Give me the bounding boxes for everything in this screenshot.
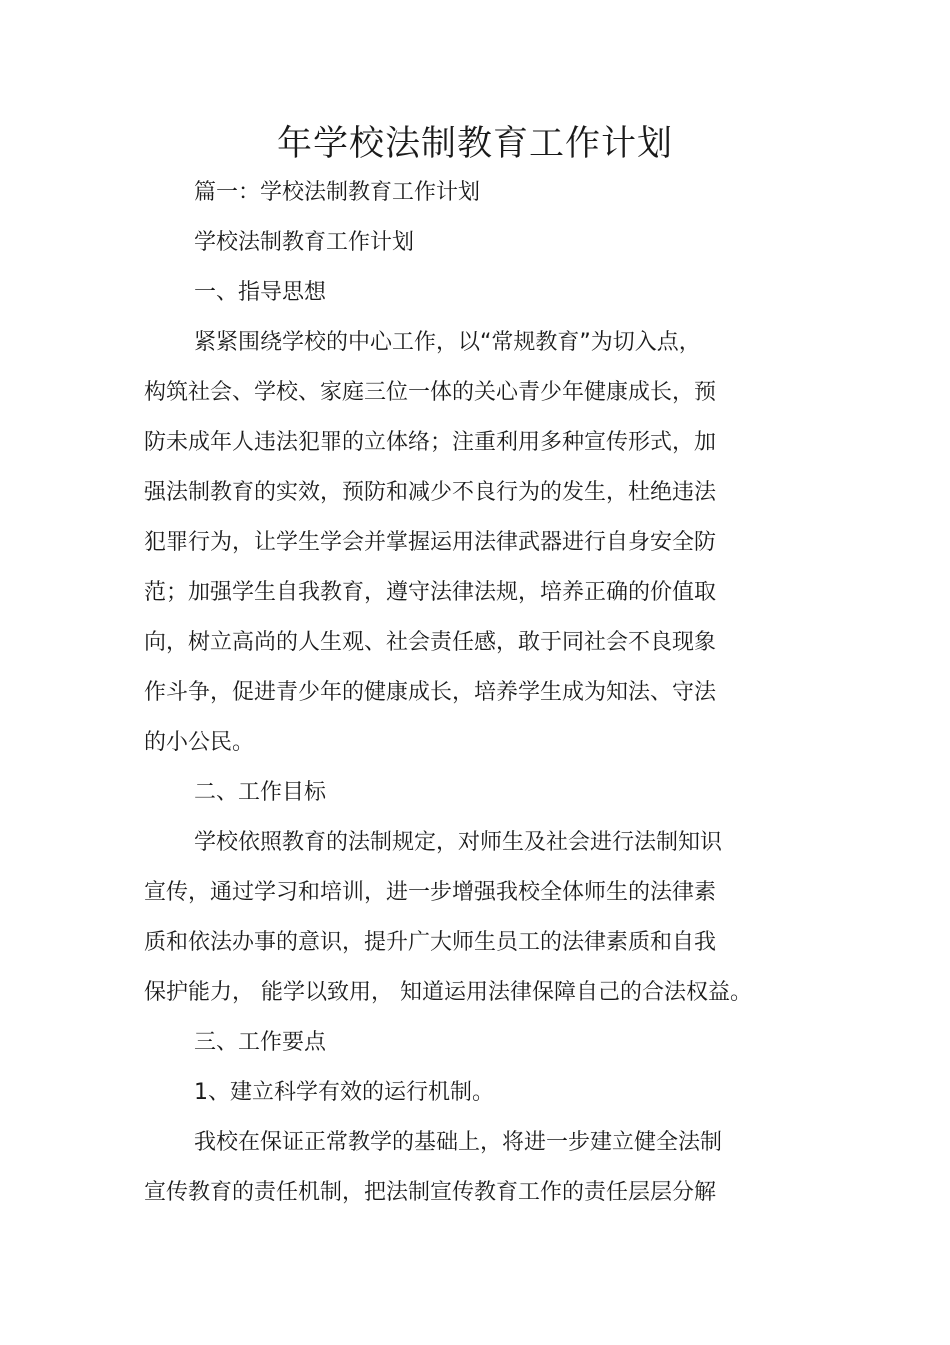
paragraph-line: 范；加强学生自我教育，遵守法律法规，培养正确的价值取 (144, 580, 717, 605)
paragraph-line: 强法制教育的实效，预防和减少不良行为的发生，杜绝违法 (144, 480, 717, 505)
document-title: 年学校法制教育工作计划 (276, 124, 673, 164)
paragraph-line: 犯罪行为，让学生学会并掌握运用法律武器进行自身安全防 (144, 530, 717, 555)
paragraph-line: 我校在保证正常教学的基础上，将进一步建立健全法制 (194, 1130, 723, 1155)
section-heading-line: 学校法制教育工作计划 (194, 230, 415, 255)
paragraph-line: 构筑社会、学校、家庭三位一体的关心青少年健康成长，预 (144, 380, 717, 405)
paragraph-line: 宣传教育的责任机制，把法制宣传教育工作的责任层层分解 (144, 1180, 717, 1205)
paragraph-line: 质和依法办事的意识，提升广大师生员工的法律素质和自我 (144, 930, 717, 955)
heading-work-points: 三、工作要点 (194, 1030, 327, 1055)
heading-guiding-ideology: 一、指导思想 (194, 280, 327, 305)
paragraph-line: 防未成年人违法犯罪的立体络；注重利用多种宣传形式，加 (144, 430, 717, 455)
paragraph-line: 紧紧围绕学校的中心工作，以“常规教育”为切入点， (194, 330, 701, 355)
paragraph-line: 作斗争，促进青少年的健康成长，培养学生成为知法、守法 (144, 680, 717, 705)
paragraph-line: 宣传，通过学习和培训，进一步增强我校全体师生的法律素 (144, 880, 717, 905)
numbered-item-heading: 1、建立科学有效的运行机制。 (194, 1080, 494, 1105)
paragraph-line: 保护能力， 能学以致用， 知道运用法律保障自己的合法权益。 (144, 980, 752, 1005)
paragraph-line: 向，树立高尚的人生观、社会责任感，敢于同社会不良现象 (144, 630, 717, 655)
subtitle-line: 篇一：学校法制教育工作计划 (194, 180, 481, 205)
paragraph-line: 学校依照教育的法制规定，对师生及社会进行法制知识 (194, 830, 723, 855)
paragraph-line: 的小公民。 (144, 730, 255, 755)
heading-work-goals: 二、工作目标 (194, 780, 327, 805)
